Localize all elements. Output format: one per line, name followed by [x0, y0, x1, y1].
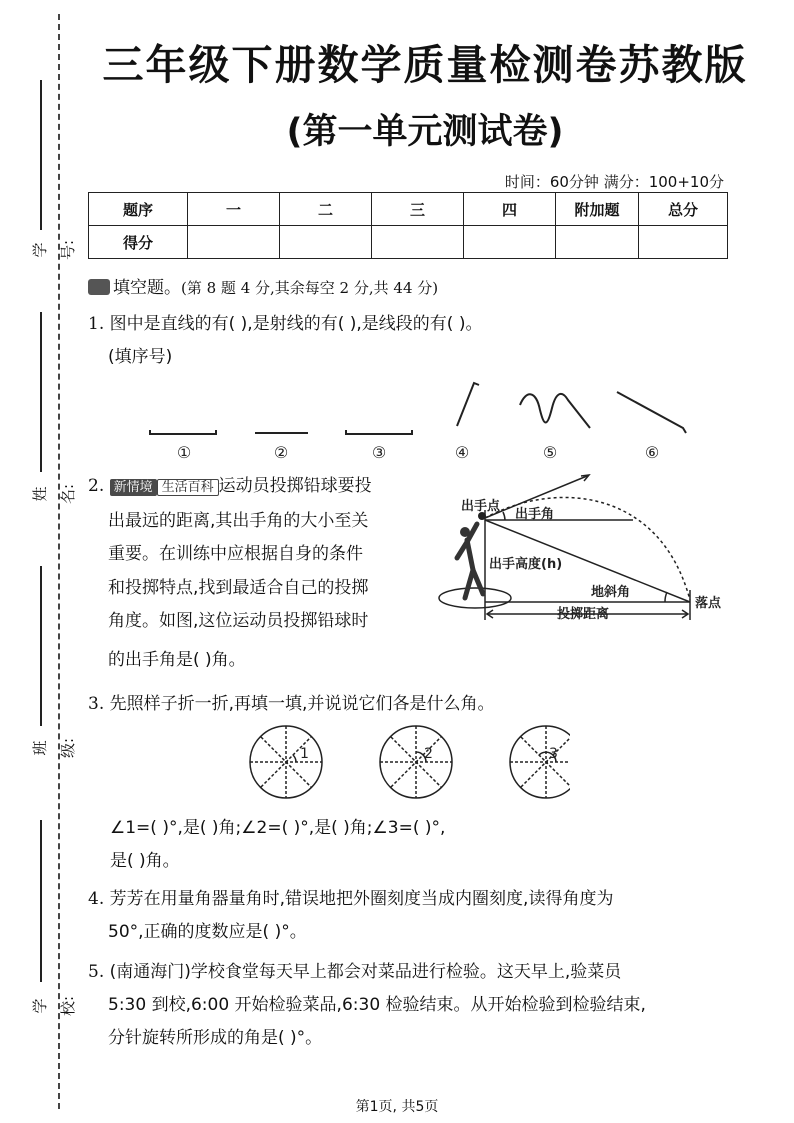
question-text: 图中是直线的有( ),是射线的有( ),是线段的有( )。 — [109, 314, 483, 334]
circle-2 — [380, 726, 452, 798]
release-point-label: 出手点 — [461, 499, 501, 514]
exam-time: 时间：60分钟 满分：100+10分 — [504, 173, 724, 191]
shot-put-diagram — [425, 470, 745, 630]
new-context-badge: 新情境 — [110, 479, 157, 496]
circle-3 — [510, 726, 570, 798]
figure-6-ray — [617, 392, 686, 433]
figure-5-curve — [520, 394, 590, 428]
figure-4-ray — [457, 383, 479, 426]
school-label: 学校: — [31, 995, 77, 1017]
score-header-cell: 一 — [188, 193, 280, 226]
class-field — [14, 566, 77, 771]
question-text: 芳芳在用量角器量角时,错误地把外圈刻度当成内圈刻度,读得角度为 — [109, 889, 614, 909]
score-header-cell: 附加题 — [556, 193, 639, 226]
score-cell[interactable] — [464, 226, 556, 259]
score-header-cell: 题序 — [89, 193, 188, 226]
question-text: 分针旋转所形成的角是( )°。 — [108, 1028, 323, 1048]
school-field — [14, 820, 77, 1030]
question-2 — [88, 470, 372, 681]
question-text: 5:30 到校,6:00 开始检验菜品,6:30 检验结束。从开始检验到检验结束, — [108, 995, 646, 1015]
question-text: 先照样子折一折,再填一填,并说说它们各是什么角。 — [109, 694, 495, 714]
question-text: 和投掷特点,找到最适合自己的投掷 — [108, 577, 369, 598]
question-5 — [88, 956, 646, 1055]
score-row-label: 得分 — [89, 226, 188, 259]
angle-label: 3 — [549, 746, 558, 762]
question-number: 4. — [88, 889, 105, 909]
score-cell[interactable] — [188, 226, 280, 259]
question-number: 2. — [88, 476, 105, 496]
question-text: (南通海门)学校食堂每天早上都会对菜品进行检验。这天早上,验菜员 — [109, 962, 622, 982]
question-text: 出最远的距离,其出手角的大小至关 — [108, 510, 369, 531]
circle-1 — [250, 726, 322, 798]
question-3-answers — [88, 812, 445, 878]
figure-label: ① — [176, 443, 192, 462]
throwing-circle — [439, 588, 511, 608]
section-number-tag — [88, 279, 110, 295]
page-subtitle: (第一单元测试卷) — [286, 112, 564, 152]
figure-label: ③ — [371, 443, 387, 462]
folded-circles — [240, 724, 570, 804]
name-label: 姓名: — [31, 483, 77, 505]
q1-figures — [0, 370, 794, 470]
question-number: 3. — [88, 694, 105, 714]
question-text: ∠1=( )°,是( )角;∠2=( )°,是( )角;∠3=( )°, — [110, 818, 446, 838]
question-text: (填序号) — [108, 347, 173, 367]
score-cell[interactable] — [372, 226, 464, 259]
score-cell[interactable] — [556, 226, 639, 259]
release-angle-label: 出手角 — [515, 507, 555, 522]
ground-angle-label: 地斜角 — [591, 585, 631, 600]
score-header-cell: 总分 — [639, 193, 728, 226]
student-number-field — [14, 80, 77, 270]
score-header-row — [89, 193, 728, 226]
question-text: 是( )角。 — [110, 851, 180, 871]
section-1-heading — [88, 273, 438, 298]
question-4 — [88, 883, 613, 949]
page-footer: 第1页, 共5页 — [355, 1099, 439, 1115]
question-text: 50°,正确的度数应是( )°。 — [108, 922, 307, 942]
section-title: 填空题。 — [113, 278, 181, 298]
section-note: (第 8 题 4 分,其余每空 2 分,共 44 分) — [181, 279, 439, 297]
question-text: 角度。如图,这位运动员投掷铅球时 — [108, 611, 369, 631]
figure-label: ④ — [454, 443, 470, 462]
binding-dashed-line — [58, 14, 60, 1109]
life-encyclopedia-badge: 生活百科 — [157, 479, 219, 496]
class-label: 班级: — [31, 737, 77, 759]
question-text: 的出手角是( )角。 — [108, 649, 246, 670]
score-cell[interactable] — [280, 226, 372, 259]
score-row — [89, 226, 728, 259]
question-number: 1. — [88, 314, 105, 334]
figure-label: ② — [273, 443, 289, 462]
question-1 — [88, 308, 482, 374]
score-header-cell: 四 — [464, 193, 556, 226]
question-number: 5. — [88, 962, 105, 982]
score-table — [88, 192, 728, 259]
student-number-label: 学号: — [31, 239, 77, 261]
page-title: 三年级下册数学质量检测卷苏教版 — [102, 41, 748, 89]
figure-label: ⑤ — [542, 443, 558, 462]
question-3 — [88, 688, 494, 721]
score-cell[interactable] — [639, 226, 728, 259]
athlete-figure — [457, 524, 483, 598]
ground-angle-arc — [665, 592, 667, 602]
distance-label: 投掷距离 — [557, 607, 610, 622]
release-height-label: 出手高度(h) — [489, 557, 563, 572]
figure-3-segment — [346, 430, 412, 434]
angle-label: 2 — [424, 746, 433, 762]
score-header-cell: 三 — [372, 193, 464, 226]
angle-label: 1 — [300, 746, 309, 762]
score-header-cell: 二 — [280, 193, 372, 226]
release-angle-arc — [503, 512, 505, 520]
figure-1-segment — [150, 430, 216, 434]
question-text: 重要。在训练中应根据自身的条件 — [108, 544, 363, 564]
question-text: 运动员投掷铅球要投 — [218, 476, 372, 496]
figure-label: ⑥ — [644, 443, 660, 462]
landing-point-label: 落点 — [695, 596, 722, 611]
